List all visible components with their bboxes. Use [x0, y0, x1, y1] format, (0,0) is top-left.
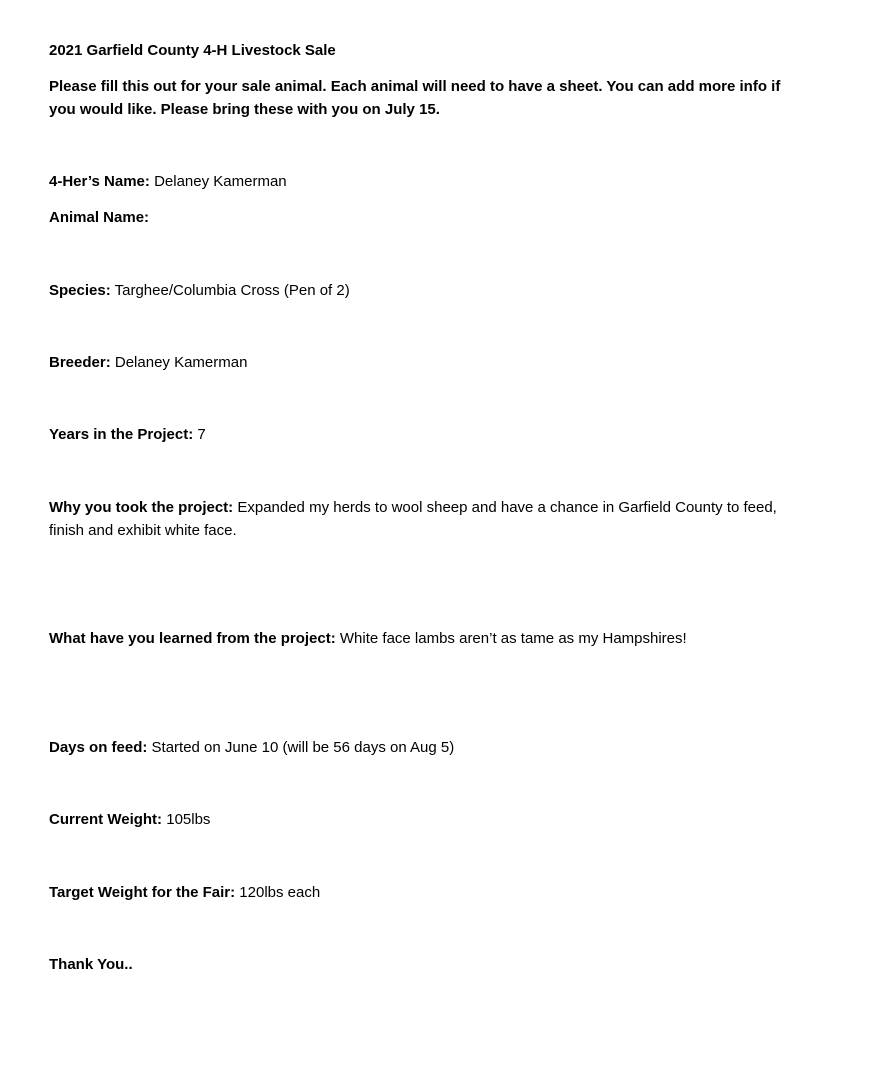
field-species	[49, 279, 809, 302]
document-title: 2021 Garfield County 4-H Livestock Sale	[49, 42, 336, 59]
field-label: What have you learned from the project:	[49, 630, 336, 647]
field-value: 105lbs	[166, 811, 211, 828]
field-label: Why you took the project:	[49, 499, 234, 516]
instructions-text: Please fill this out for your sale animal. Each animal will need to have a sheet. You can add more info if you would like. Please bring these with you on July 15.	[49, 78, 781, 118]
field-label: Years in the Project:	[49, 426, 194, 443]
field-label: Animal Name:	[49, 209, 150, 226]
field-label: Current Weight:	[49, 811, 163, 828]
field-value: Started on June 10 (will be 56 days on Aug 5)	[151, 739, 455, 756]
field-label: Breeder:	[49, 354, 111, 371]
field-current-weight	[49, 808, 809, 831]
field-label: 4-Her’s Name:	[49, 173, 150, 190]
field-target-weight	[49, 881, 809, 904]
field-4her-name	[49, 170, 809, 193]
closing-text: Thank You..	[49, 956, 133, 973]
field-days-on-feed	[49, 736, 809, 759]
field-value: Targhee/Columbia Cross (Pen of 2)	[114, 282, 350, 299]
field-value: White face lambs aren’t as tame as my Hampshires!	[339, 630, 687, 647]
field-value: Delaney Kamerman	[114, 354, 248, 371]
field-label: Species:	[49, 282, 111, 299]
field-label: Target Weight for the Fair:	[49, 884, 236, 901]
field-animal-name	[49, 206, 809, 229]
field-value: 120lbs each	[239, 884, 321, 901]
field-value: Delaney Kamerman	[154, 173, 287, 190]
field-learned	[49, 627, 809, 650]
field-why-project	[49, 496, 809, 542]
field-years-in-project	[49, 423, 809, 446]
field-label: Days on feed:	[49, 739, 148, 756]
field-value: Expanded my herds to wool sheep and have a chance in Garfield County to feed, finish and exhibit white face.	[49, 499, 777, 539]
field-breeder	[49, 351, 809, 374]
field-value: 7	[197, 426, 206, 443]
